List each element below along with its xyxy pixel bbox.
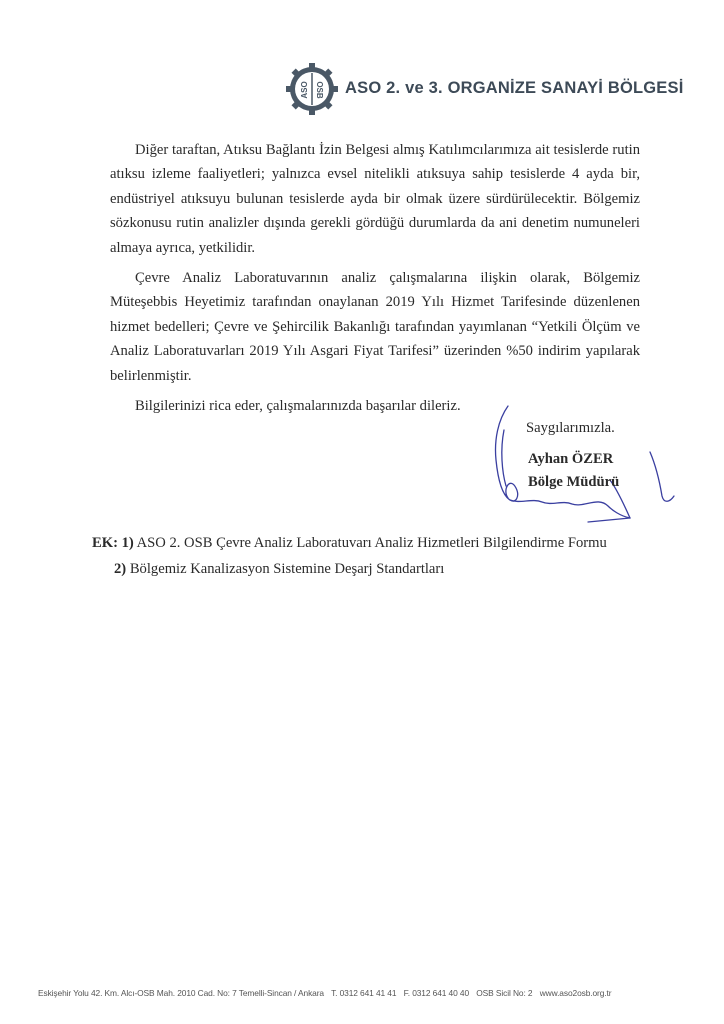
signatory-title: Bölge Müdürü <box>528 474 620 490</box>
footer-website: www.aso2osb.org.tr <box>539 988 612 998</box>
footer-contact <box>38 988 698 998</box>
signatory-name: Ayhan ÖZER <box>528 451 614 467</box>
letter-body <box>110 138 640 418</box>
organization-name: ASO 2. ve 3. ORGANİZE SANAYİ BÖLGESİ <box>345 79 684 97</box>
footer-registry: OSB Sicil No: 2 <box>476 988 533 998</box>
attachments-prefix: EK: <box>92 535 118 551</box>
attachment-number: 1) <box>121 535 134 551</box>
attachment-item <box>92 530 607 556</box>
closing-greeting: Saygılarımızla. <box>526 420 615 436</box>
attachments-list <box>92 530 607 582</box>
footer-phone: T. 0312 641 41 41 <box>331 988 397 998</box>
letterhead <box>285 62 695 116</box>
attachment-number: 2) <box>114 561 127 577</box>
body-paragraph: Bilgilerinizi rica eder, çalışmalarınızda başarılar dileriz. <box>135 398 461 415</box>
svg-text:OSB: OSB <box>315 81 324 99</box>
attachment-text: Bölgemiz Kanalizasyon Sistemine Deşarj Standartları <box>129 561 445 577</box>
attachment-item <box>92 556 607 582</box>
body-paragraph: Çevre Analiz Laboratuvarının analiz çalışmalarına ilişkin olarak, Bölgemiz Müteşebbis Heyetimiz tarafından onaylanan 2019 Yılı Hizmet Tarifesinde düzenlenen hizmet bedelleri; Çevre ve Şehircilik Bakanlığı tarafından yayımlanan “Yetkili Ölçüm ve Analiz Laboratuvarları 2019 Yılı Asgari Fiyat Tarifesi” üzerinden %50 indirim yapılarak belirlenmiştir. <box>110 270 640 384</box>
attachment-text: ASO 2. OSB Çevre Analiz Laboratuvarı Analiz Hizmetleri Bilgilendirme Formu <box>136 535 607 551</box>
aso-osb-gear-logo-icon <box>285 62 339 116</box>
body-paragraph: Diğer taraftan, Atıksu Bağlantı İzin Belgesi almış Katılımcılarımıza ait tesislerde rutin atıksu izleme faaliyetleri; yalnızca evsel nitelikli atıksuya sahip tesislerde 4 ayda bir, endüstriyel atıksuyu bulunan tesislerde ayda bir olmak üzere sürdürülecektir. Bölgemiz sözkonusu rutin analizler dışında gerekli gördüğü durumlarda da ani denetim numuneleri almaya ayrıca, yetkilidir. <box>110 142 640 256</box>
svg-text:ASO: ASO <box>300 81 309 99</box>
footer-fax: F. 0312 641 40 40 <box>403 988 470 998</box>
footer-address: Eskişehir Yolu 42. Km. Alcı-OSB Mah. 2010 Cad. No: 7 Temelli-Sincan / Ankara <box>38 988 324 998</box>
